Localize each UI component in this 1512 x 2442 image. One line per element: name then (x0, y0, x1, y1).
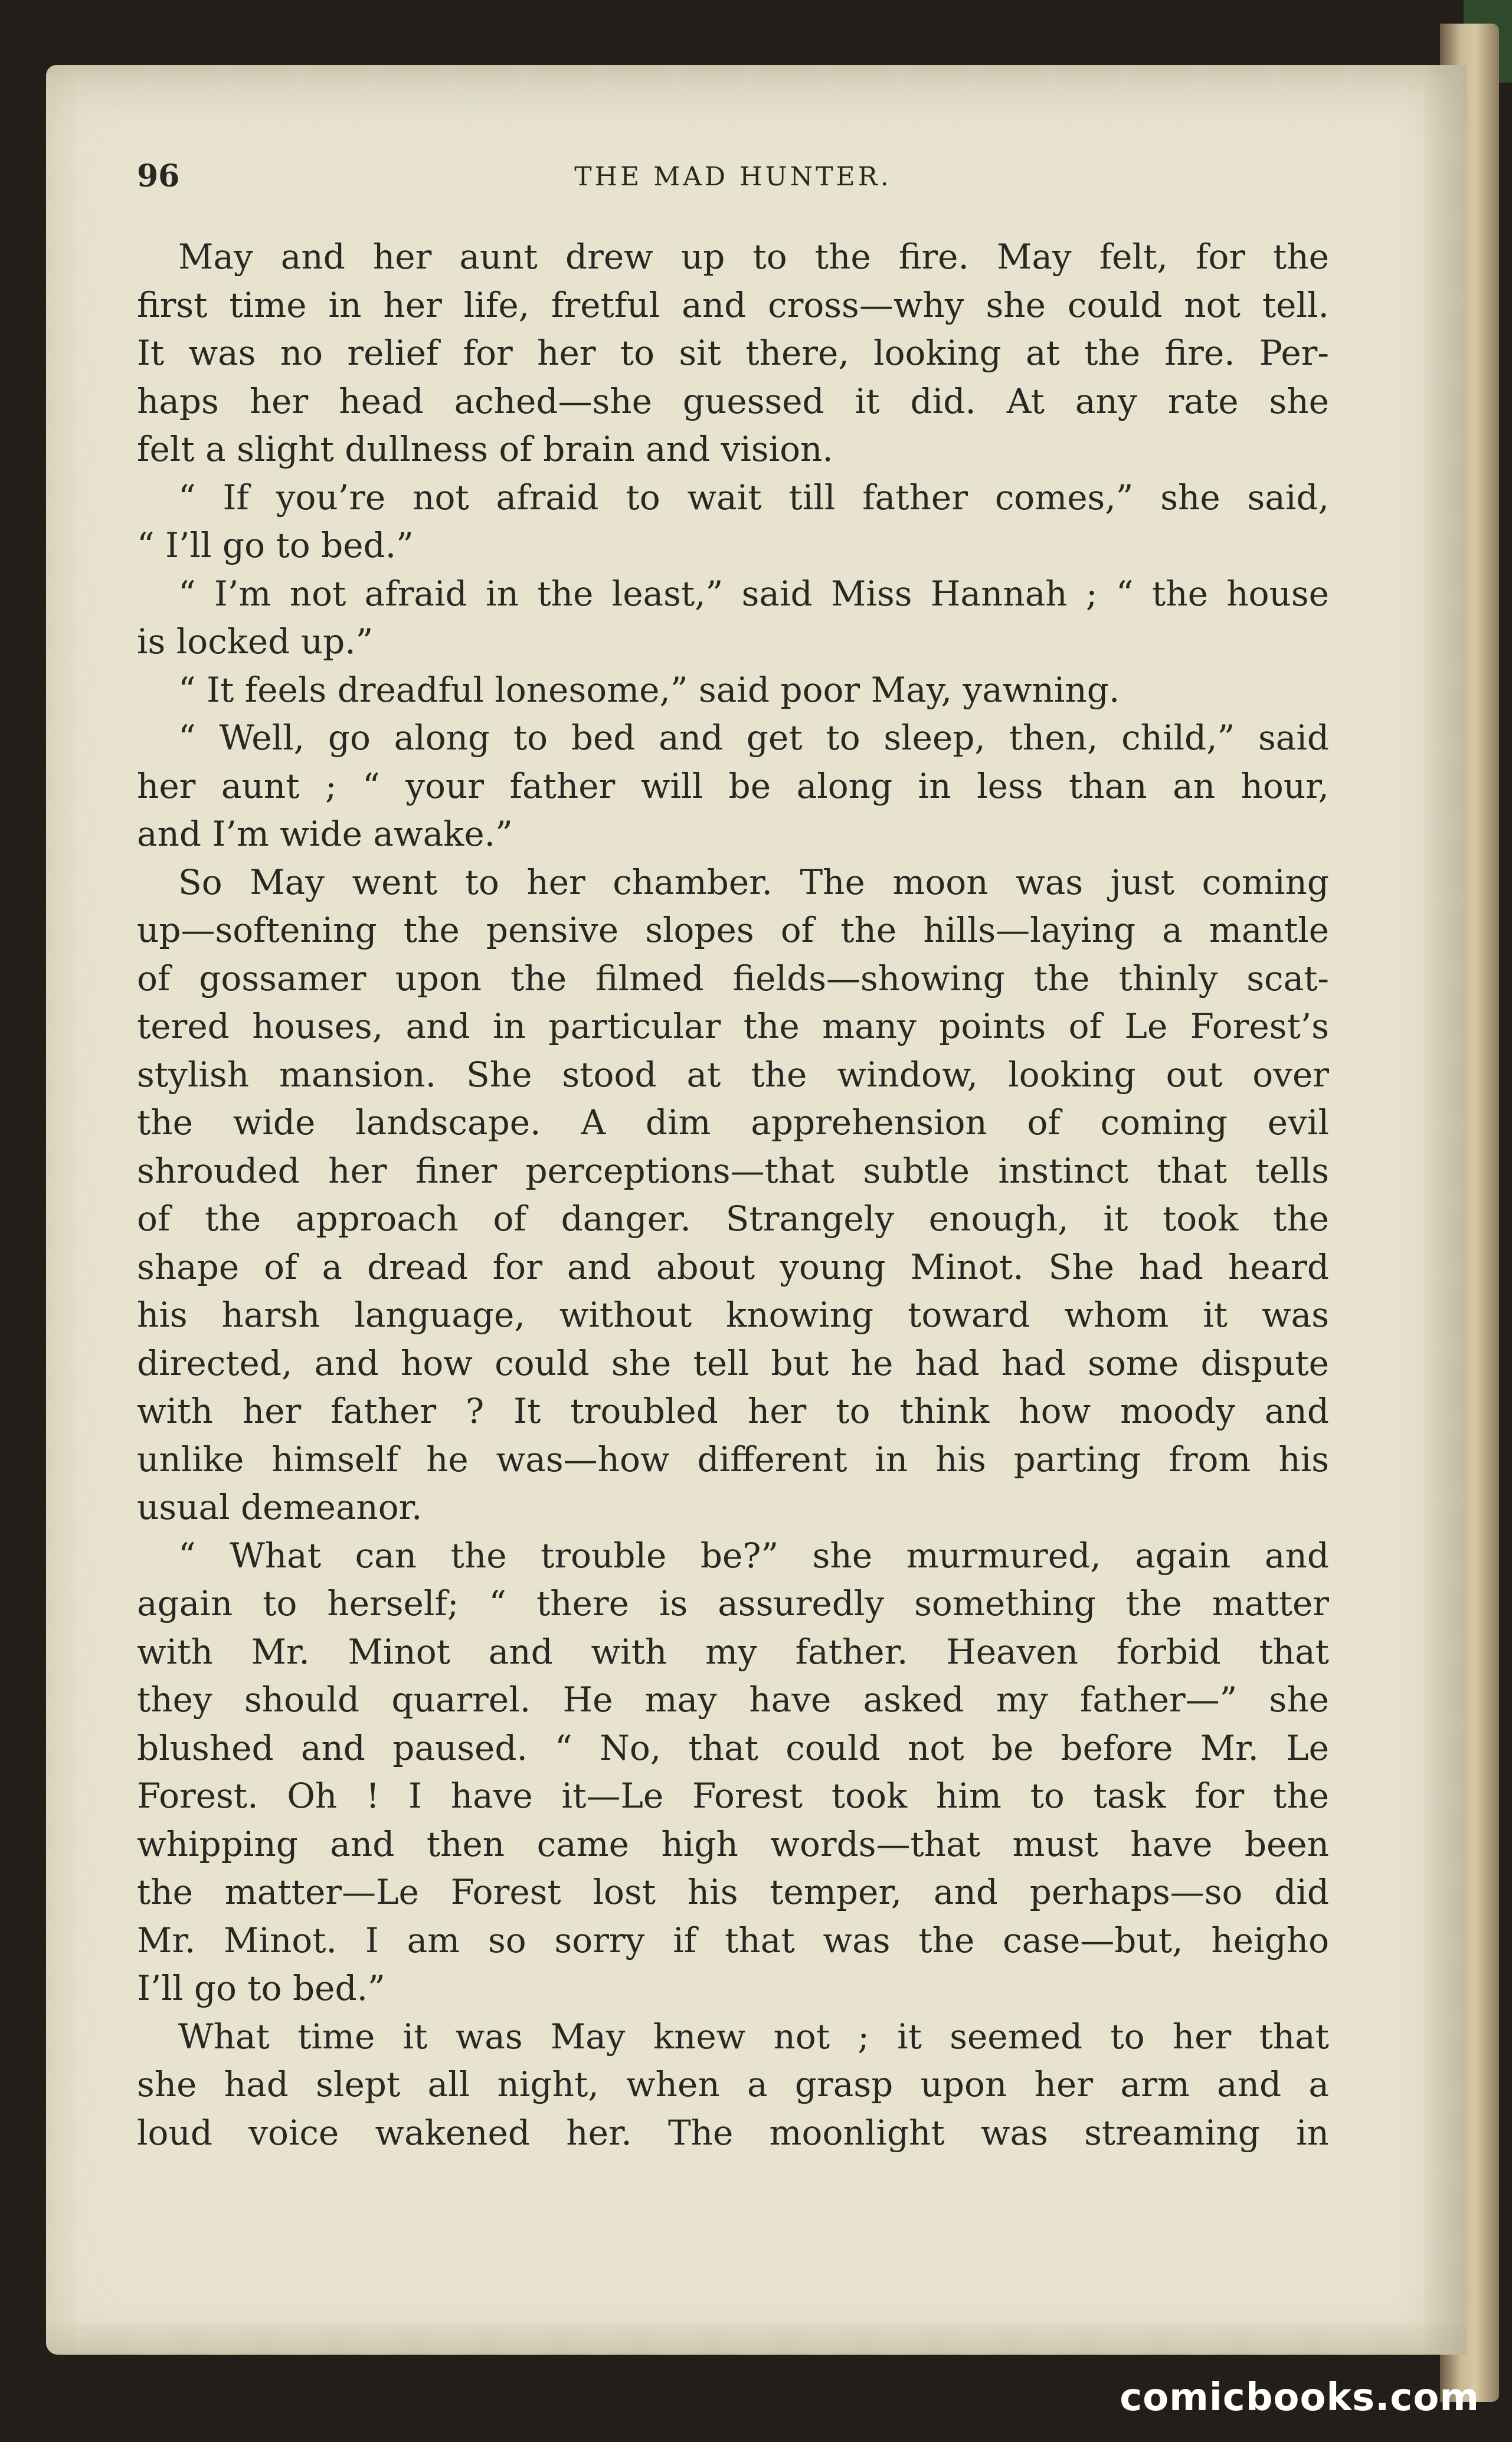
text-line: of gossamer upon the filmed fields—showing the thinly scat- (137, 958, 1329, 999)
text-line: whipping and then came high words—that must have been (137, 1824, 1329, 1864)
text-line: and I’m wide awake.” (137, 814, 513, 854)
text-line: What time it was May knew not ; it seemed to her that (178, 2016, 1329, 2057)
text-line: with her father ? It troubled her to think how moody and (137, 1391, 1329, 1431)
text-line: directed, and how could she tell but he had had some dispute (137, 1343, 1329, 1383)
text-line: they should quarrel. He may have asked my father—” she (137, 1680, 1329, 1720)
text-line: I’ll go to bed.” (137, 1968, 385, 2008)
text-line: the matter—Le Forest lost his temper, and perhaps—so did (137, 1872, 1329, 1912)
text-line: stylish mansion. She stood at the window, looking out over (137, 1054, 1329, 1095)
text-line: “ What can the trouble be?” she murmured, again and (178, 1535, 1329, 1576)
text-line: again to herself; “ there is assuredly something the matter (137, 1583, 1329, 1623)
text-line: with Mr. Minot and with my father. Heaven forbid that (137, 1631, 1329, 1672)
text-line: his harsh language, without knowing toward whom it was (137, 1295, 1329, 1335)
text-line: the wide landscape. A dim apprehension of coming evil (137, 1102, 1329, 1143)
running-title: THE MAD HUNTER. (574, 162, 892, 192)
body-text (137, 233, 1329, 2157)
text-line: “ It feels dreadful lonesome,” said poor May, yawning. (178, 669, 1120, 710)
text-line: blushed and paused. “ No, that could not be before Mr. Le (137, 1727, 1329, 1768)
text-line: “ I’ll go to bed.” (137, 525, 414, 565)
text-line: shape of a dread for and about young Minot. She had heard (137, 1246, 1329, 1287)
text-line: loud voice wakened her. The moonlight was streaming in (137, 2112, 1329, 2153)
text-line: her aunt ; “ your father will be along in less than an hour, (137, 765, 1329, 806)
text-line: felt a slight dullness of brain and vision. (137, 429, 833, 469)
page-number: 96 (137, 158, 180, 194)
text-line: It was no relief for her to sit there, looking at the fire. Per- (137, 333, 1329, 373)
text-line: haps her head ached—she guessed it did. At any rate she (137, 381, 1329, 421)
text-line: she had slept all night, when a grasp upon her arm and a (137, 2064, 1329, 2104)
text-line: first time in her life, fretful and cross—why she could not tell. (137, 284, 1329, 325)
text-line: is locked up.” (137, 621, 374, 662)
watermark: comicbooks.com (1120, 2376, 1480, 2420)
text-line: May and her aunt drew up to the fire. May felt, for the (178, 237, 1329, 277)
text-line: Mr. Minot. I am so sorry if that was the case—but, heigho (137, 1920, 1329, 1960)
text-line: “ If you’re not afraid to wait till father comes,” she said, (178, 477, 1329, 518)
text-line: So May went to her chamber. The moon was just coming (178, 862, 1329, 902)
text-line: of the approach of danger. Strangely enough, it took the (137, 1199, 1329, 1239)
text-line: Forest. Oh ! I have it—Le Forest took him to task for the (137, 1776, 1329, 1816)
text-line: unlike himself he was—how different in his parting from his (137, 1439, 1329, 1479)
text-line: “ Well, go along to bed and get to sleep, then, child,” said (178, 718, 1329, 758)
text-line: tered houses, and in particular the many points of Le Forest’s (137, 1006, 1329, 1046)
text-line: usual demeanor. (137, 1487, 423, 1527)
text-line: shrouded her finer perceptions—that subtle instinct that tells (137, 1150, 1329, 1191)
text-line: up—softening the pensive slopes of the hills—laying a mantle (137, 910, 1329, 950)
page-header (137, 158, 1329, 205)
text-line: “ I’m not afraid in the least,” said Miss Hannah ; “ the house (178, 573, 1329, 614)
